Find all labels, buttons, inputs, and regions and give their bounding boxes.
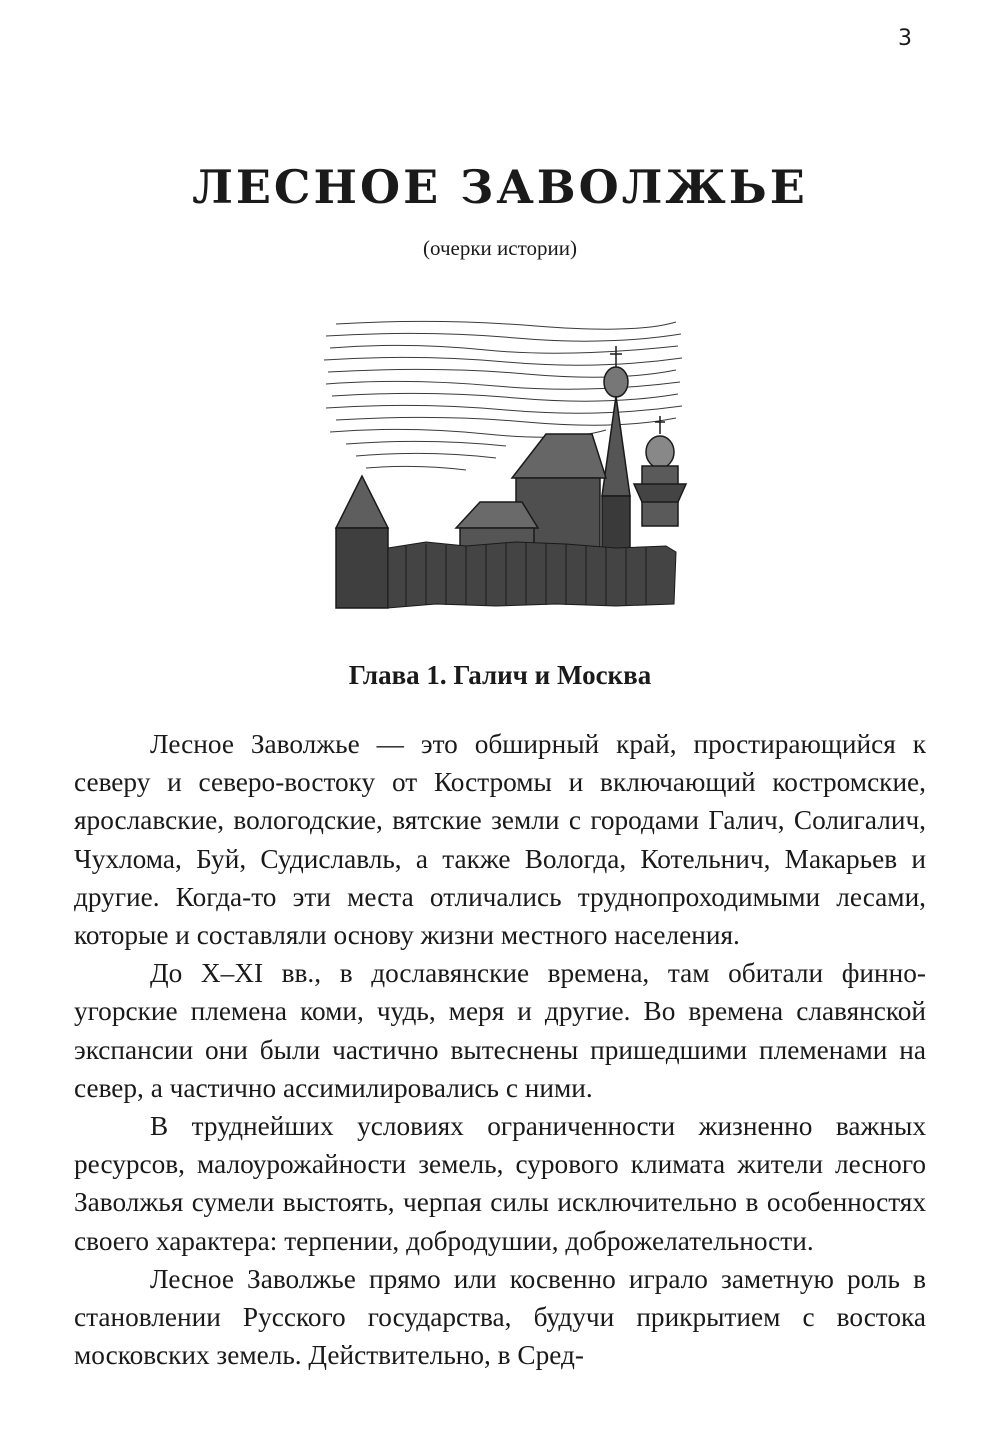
small-dome bbox=[634, 416, 686, 526]
chapter-heading: Глава 1. Галич и Москва bbox=[348, 660, 652, 690]
corner-tower bbox=[336, 476, 388, 608]
paragraph: Лесное Заволжье прямо или косвенно играло заметную роль в становлении Русского государства, будучи прикрытием с востока московских земель. Действительно, в Сред- bbox=[74, 1263, 926, 1371]
church-tower bbox=[602, 346, 630, 556]
book-title: ЛЕСНОЕ ЗАВОЛЖЬЕ bbox=[192, 160, 808, 214]
subtitle: (очерки истории) bbox=[423, 236, 577, 260]
sky-hatching bbox=[324, 321, 682, 470]
body-text bbox=[74, 725, 926, 1374]
paragraph: В труднейших условиях ограниченности жизненно важных ресурсов, малоурожайности земель, сурового климата жители лесного Заволжья сумели выстоять, черпая силы исключительно в особенностях своего характера: терпении, добродушии, доброжелательности. bbox=[74, 1111, 926, 1256]
paragraph: До X–XI вв., в дославянские времена, там обитали финно-угорские племена коми, чудь, меря и другие. Во времена славянской экспансии они были частично вытеснены пришедшими племенами на север, а частично ассимилировались с ними. bbox=[74, 958, 926, 1103]
fortress-illustration bbox=[316, 316, 688, 616]
paragraph: Лесное Заволжье — это обширный край, простирающийся к северу и северо-востоку от Костромы и включающий костромские, ярославские, вологодские, вятские земли с городами Галич, Солигалич, Чухлома, Буй, Судиславль, а также Вологда, Котельнич, Макарьев и другие. Когда-то эти места отличались труднопроходимыми лесами, которые и составляли основу жизни местного населения. bbox=[74, 729, 926, 951]
page-number: 3 bbox=[898, 26, 912, 51]
palisade-wall bbox=[388, 542, 676, 608]
